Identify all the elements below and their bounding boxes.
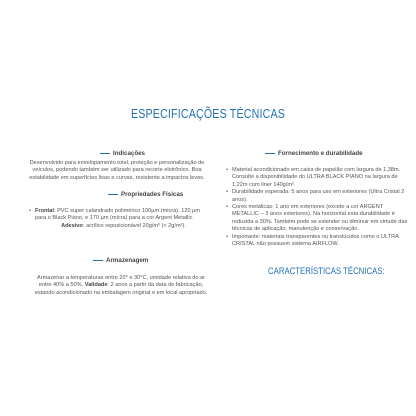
list-item: • Frontal: PVC super calandrado polimérico 100µm (micra). 120 µm para o Black Piano, e 170 µm (micra) para a cor Argent Metallic.: [35, 208, 212, 223]
armazenagem-header-label: Armazenagem: [106, 257, 149, 264]
list-item: Adesivo: acrílico reposicionável 20g/m² (< 2g/m²).: [61, 222, 186, 229]
header-accent-line: [100, 153, 110, 154]
caracteristicas-title: CARACTERÍSTICAS TÉCNICAS:: [268, 266, 385, 277]
fornecimento-header-label: Fornecimento e durabilidade: [278, 150, 363, 157]
propriedades-header: [108, 191, 183, 198]
indicacoes-header: [100, 150, 145, 157]
header-accent-line: [93, 260, 103, 261]
list-item: • Cores metálicas: 1 ano em exteriores (exceto a cor ARGENT METALLIC – 3 anos exteriores). Na horizontal esta durabilidade é reduzida a 30%. Também pode se estender ou diminuir em virtude das técnicas de aplicação, manutenção e conservação.: [232, 204, 410, 234]
list-item: • Material acondicionado em caixa de papelão com largura de 1,38m. Consulte a disponibilidade do ULTRA BLACK PIANO na largura de 1,22m com liner 140g/m².: [232, 167, 410, 189]
fornecimento-header: [265, 150, 363, 157]
indicacoes-header-label: Indicações: [113, 150, 145, 157]
armazenagem-header: [93, 257, 148, 264]
list-item: • Durabilidade esperada: 5 anos para uso em exteriores (Ultra Cristal 2 anos).: [232, 189, 410, 204]
propriedades-list: [27, 208, 212, 230]
header-accent-line: [108, 194, 118, 195]
indicacoes-text: Desenvolvido para envelopamento total, proteção e personalização de veículos, podendo também ser utilizado para recorte eletrônico. Boa estabilidade em superfícies lisas e curvas, resistente a impactos leves.: [29, 160, 205, 181]
list-item: • Importante: materiais transparentes ou translúcidos como o ULTRA CRISTAL não possuem sistema AIRFLOW.: [232, 234, 410, 249]
propriedades-header-label: Propriedades Físicas: [121, 191, 184, 198]
armazenagem-text: Armazenar a temperaturas entre 20° e 30°C, umidade relativa do ar entre 40% a 50%. Validade: 2 anos a partir da data de fabricação, estando acondicionado na embalagem original e em local apropriado.: [34, 275, 208, 296]
fornecimento-list: [224, 167, 410, 248]
page-title: ESPECIFICAÇÕES TÉCNICAS: [130, 106, 286, 121]
header-accent-line: [265, 153, 275, 154]
